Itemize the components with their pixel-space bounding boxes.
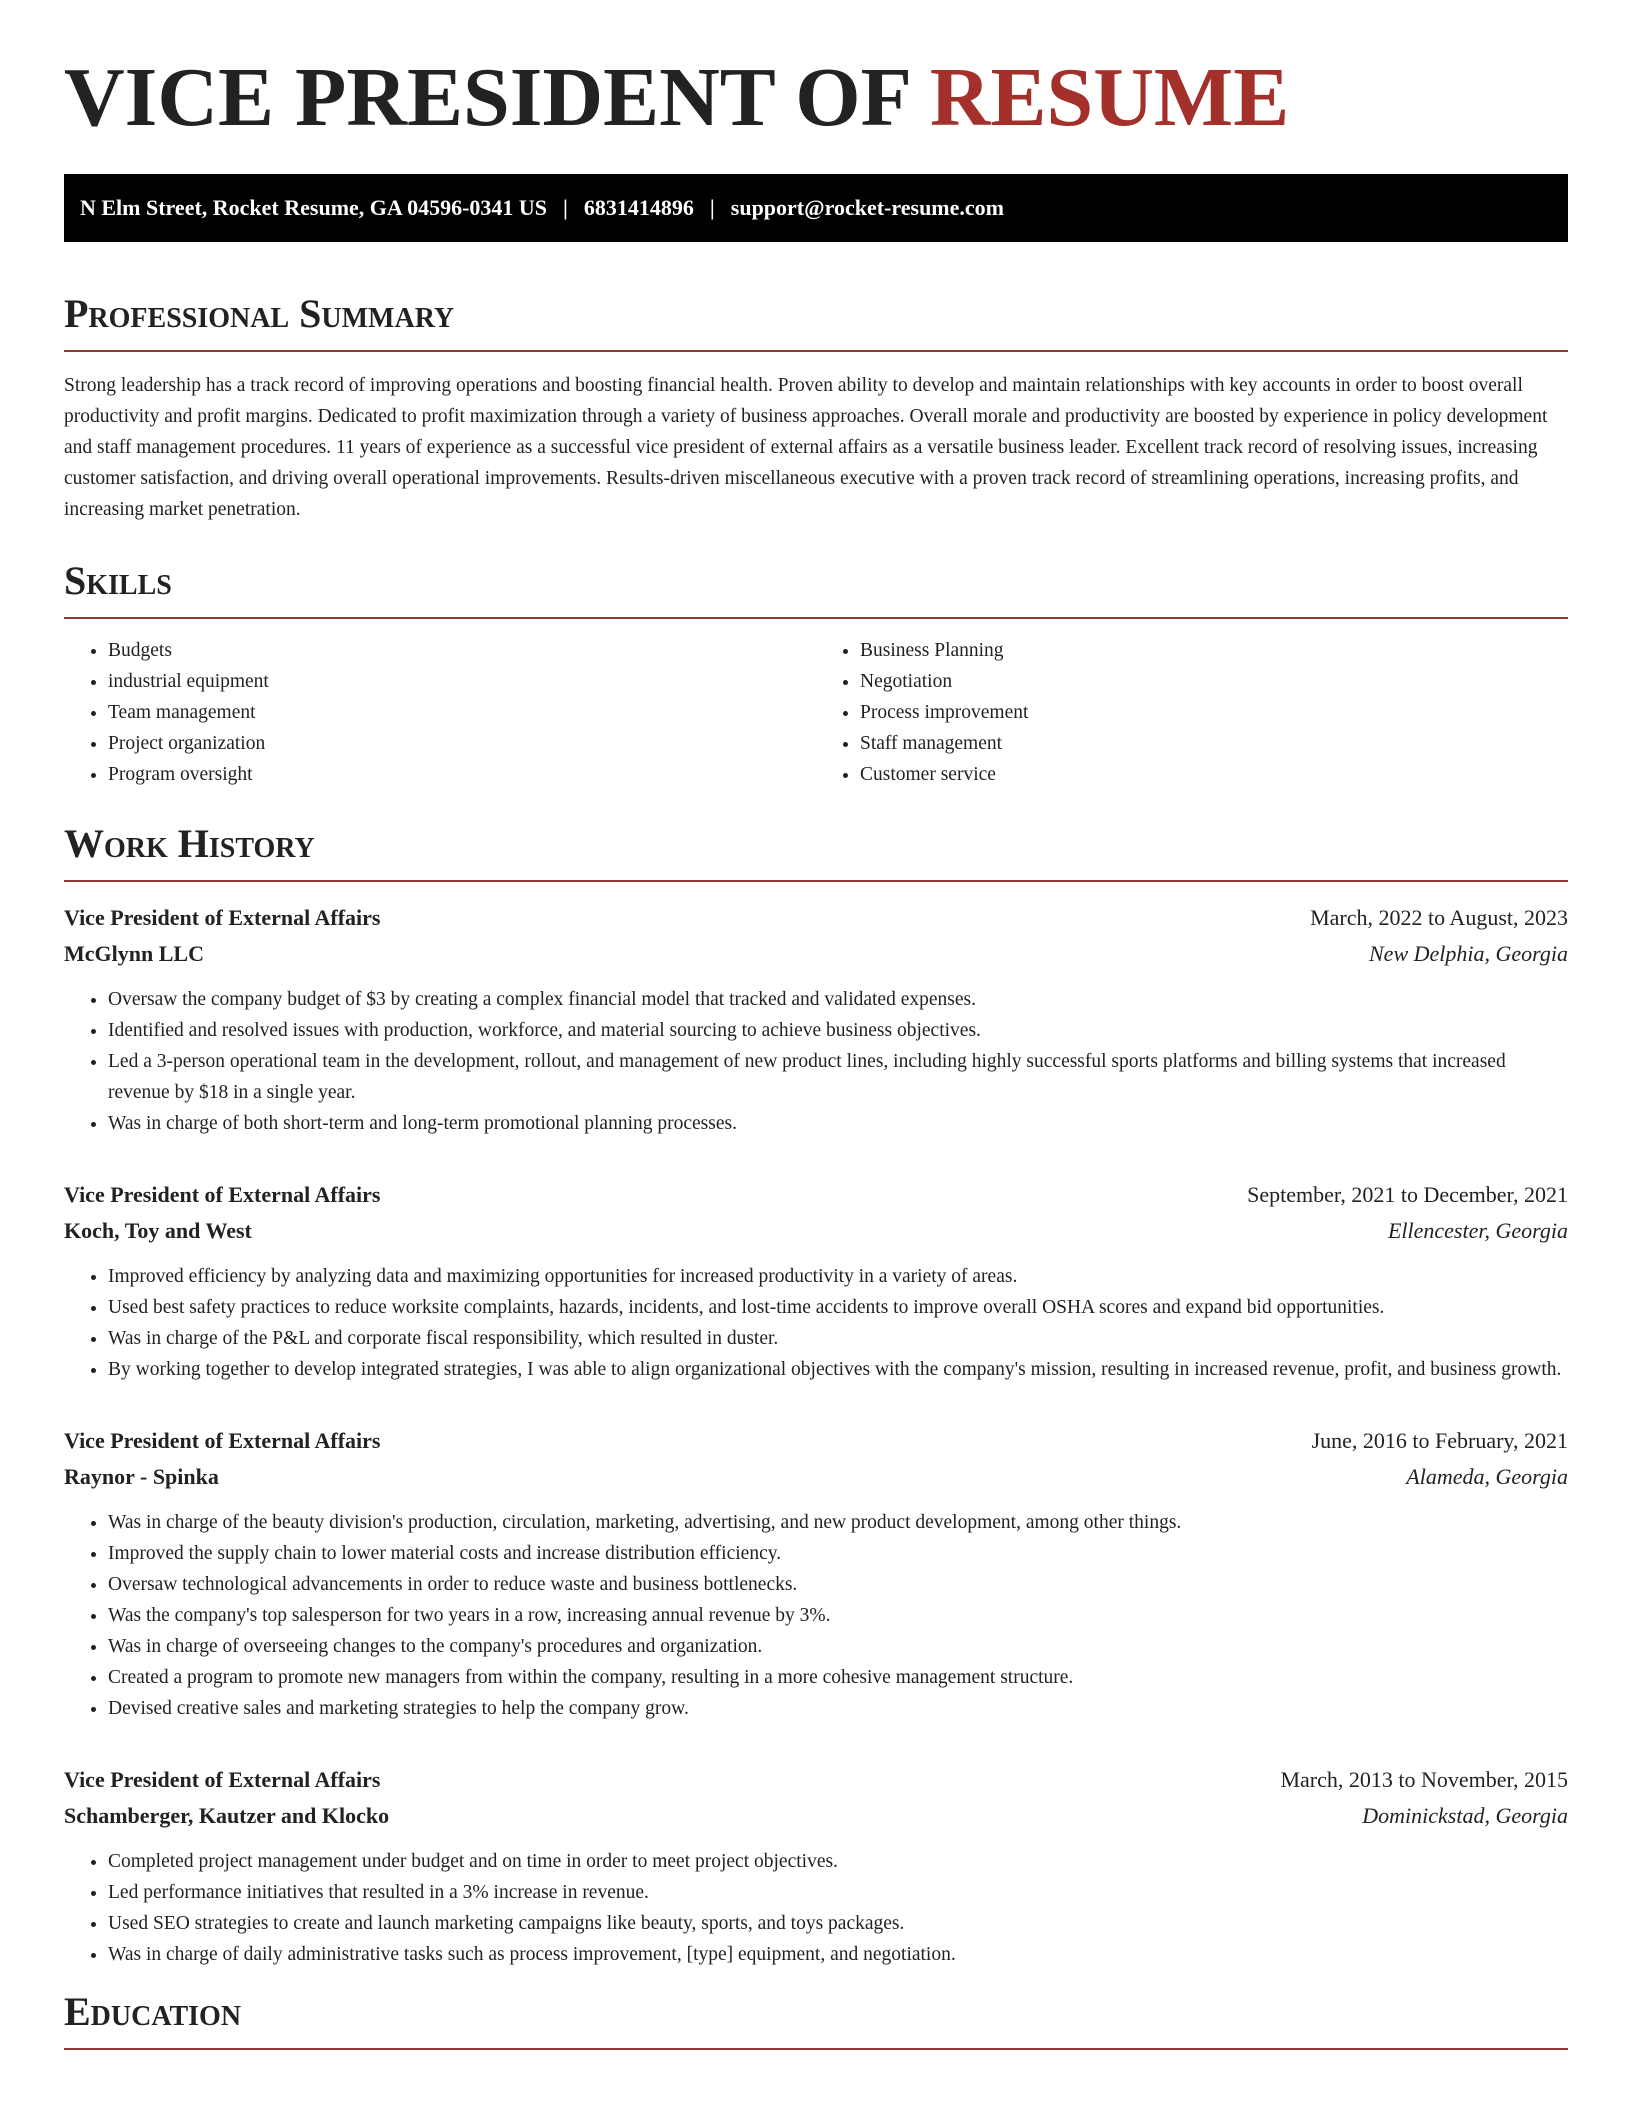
job-dates: September, 2021 to December, 2021 (1247, 1182, 1568, 1207)
resume-name (64, 51, 1568, 144)
contact-phone: 6831414896 (583, 195, 694, 220)
skills-list-right (816, 635, 1568, 790)
job-title: Vice President of External Affairs (64, 1767, 381, 1792)
professional-summary-section (64, 291, 1568, 525)
contact-separator: | (563, 195, 568, 220)
education-section (64, 1989, 1568, 2050)
contact-email: support@rocket-resume.com (730, 195, 1004, 220)
job-bullet: • Was the company's top salesperson for two years in a row, increasing annual revenue by 3%. (108, 1600, 1568, 1631)
skill-item: • Team management (108, 697, 816, 728)
summary-text: Strong leadership has a track record of improving operations and boosting financial health. Proven ability to develop and maintain relationships with key accounts in order to boost overall productivity and profit margins. Dedicated to profit maximization through a variety of business approaches. Overall morale and productivity are boosted by experience in policy development and staff management procedures. 11 years of experience as a successful vice president of external affairs as a versatile business leader. Excellent track record of resolving issues, increasing customer satisfaction, and driving overall operational improvements. Results-driven miscellaneous executive with a proven track record of streamlining operations, increasing profits, and increasing market penetration. (64, 375, 1548, 520)
job-dates: June, 2016 to February, 2021 (1311, 1428, 1568, 1453)
contact-separator: | (709, 195, 715, 220)
job-bullets (64, 1507, 1568, 1724)
skill-item: • Process improvement (860, 697, 1568, 728)
skill-item: • Budgets (108, 635, 816, 666)
job-location: Dominickstad, Georgia (1362, 1803, 1568, 1828)
section-title-summary: Professional Summary (64, 291, 455, 336)
job-bullet: • Improved efficiency by analyzing data and maximizing opportunities for increased productivity in a variety of areas. (108, 1261, 1568, 1292)
skill-item: • industrial equipment (108, 666, 816, 697)
job-location: Ellencester, Georgia (1387, 1218, 1568, 1243)
skill-item: • Staff management (860, 728, 1568, 759)
job-bullet: • Was in charge of the beauty division's production, circulation, marketing, advertising, and new product development, among other things. (108, 1507, 1568, 1538)
work-history-section (64, 821, 1568, 1970)
job-company-row (64, 1798, 1568, 1834)
contact-bar (64, 174, 1568, 242)
job-location: New Delphia, Georgia (1369, 941, 1568, 966)
job-bullet: • Led performance initiatives that resulted in a 3% increase in revenue. (108, 1877, 1568, 1908)
skill-item: • Project organization (108, 728, 816, 759)
job-bullets (64, 984, 1568, 1139)
job-header-row (64, 900, 1568, 936)
job-title: Vice President of External Affairs (64, 1182, 381, 1207)
job-bullet: • Identified and resolved issues with production, workforce, and material sourcing to achieve business objectives. (108, 1015, 1568, 1046)
job-bullet: • Oversaw the company budget of $3 by creating a complex financial model that tracked and validated expenses. (108, 984, 1568, 1015)
job-company-row (64, 936, 1568, 972)
job-bullet: • Was in charge of daily administrative tasks such as process improvement, [type] equipment, and negotiation. (108, 1939, 1568, 1970)
job-bullet: • Led a 3-person operational team in the development, rollout, and management of new product lines, including highly successful sports platforms and billing systems that increased revenue by $18 in a single year. (108, 1046, 1568, 1108)
job-header-row (64, 1762, 1568, 1798)
skill-item: • Business Planning (860, 635, 1568, 666)
job-title: Vice President of External Affairs (64, 1428, 381, 1453)
skills-section (64, 558, 1568, 790)
job-bullet: • By working together to develop integrated strategies, I was able to align organizational objectives with the company's mission, resulting in increased revenue, profit, and business growth. (108, 1354, 1568, 1385)
job-company: Raynor - Spinka (64, 1464, 219, 1489)
section-divider (64, 350, 1568, 352)
job-bullet: • Was in charge of overseeing changes to the company's procedures and organization. (108, 1631, 1568, 1662)
skills-columns (64, 635, 1568, 790)
job-dates: March, 2013 to November, 2015 (1280, 1767, 1568, 1792)
section-title-work: Work History (64, 821, 315, 866)
job-bullets (64, 1846, 1568, 1970)
resume-page (64, 51, 1568, 2050)
job-bullet: • Devised creative sales and marketing strategies to help the company grow. (108, 1693, 1568, 1724)
job-bullet: • Was in charge of the P&L and corporate fiscal responsibility, which resulted in duster. (108, 1323, 1568, 1354)
job-bullet: • Was in charge of both short-term and long-term promotional planning processes. (108, 1108, 1568, 1139)
job-title: Vice President of External Affairs (64, 905, 381, 930)
skill-item: • Program oversight (108, 759, 816, 790)
job-company-row (64, 1213, 1568, 1249)
job-company-row (64, 1459, 1568, 1495)
job-dates: March, 2022 to August, 2023 (1310, 905, 1568, 930)
section-divider (64, 2048, 1568, 2050)
contact-address: N Elm Street, Rocket Resume, GA 04596-0341 US (80, 195, 548, 220)
job-company: Schamberger, Kautzer and Klocko (64, 1803, 390, 1828)
section-title-education: Education (64, 1989, 242, 2034)
skill-item: • Negotiation (860, 666, 1568, 697)
job-location: Alameda, Georgia (1406, 1464, 1568, 1489)
job-entry (64, 1423, 1568, 1724)
section-title-skills: Skills (64, 558, 172, 603)
job-bullets (64, 1261, 1568, 1385)
job-bullet: • Created a program to promote new managers from within the company, resulting in a more cohesive management structure. (108, 1662, 1568, 1693)
job-header-row (64, 1423, 1568, 1459)
skills-list-left (64, 635, 816, 790)
job-bullet: • Used SEO strategies to create and launch marketing campaigns like beauty, sports, and toys packages. (108, 1908, 1568, 1939)
job-header-row (64, 1177, 1568, 1213)
name-accent: RESUME (929, 51, 1290, 144)
job-bullet: • Used best safety practices to reduce worksite complaints, hazards, incidents, and lost-time accidents to improve overall OSHA scores and expand bid opportunities. (108, 1292, 1568, 1323)
job-company: Koch, Toy and West (64, 1218, 252, 1243)
job-entry (64, 1762, 1568, 1970)
job-entry (64, 900, 1568, 1139)
job-entry (64, 1177, 1568, 1385)
job-company: McGlynn LLC (64, 941, 204, 966)
job-bullet: • Oversaw technological advancements in order to reduce waste and business bottlenecks. (108, 1569, 1568, 1600)
section-divider (64, 617, 1568, 619)
section-divider (64, 880, 1568, 882)
name-main: VICE PRESIDENT OF (64, 51, 930, 144)
skill-item: • Customer service (860, 759, 1568, 790)
job-bullet: • Completed project management under budget and on time in order to meet project objectives. (108, 1846, 1568, 1877)
job-bullet: • Improved the supply chain to lower material costs and increase distribution efficiency. (108, 1538, 1568, 1569)
